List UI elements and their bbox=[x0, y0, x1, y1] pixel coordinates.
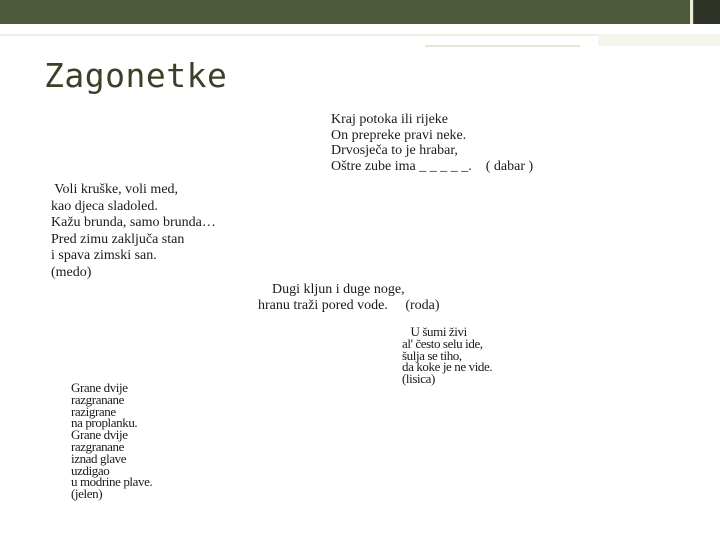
riddle-line: uzdigao bbox=[71, 462, 110, 478]
accent-line-short bbox=[425, 45, 580, 47]
riddle-line: Grane dvije bbox=[71, 380, 128, 395]
riddle-line: Pred zimu zaključa stan bbox=[51, 231, 185, 247]
riddle-line: Kraj potoka ili rijeke bbox=[331, 112, 449, 127]
slide-title: Zagonetke bbox=[44, 56, 228, 95]
riddle-line: On prepreke pravi neke. bbox=[331, 127, 467, 143]
riddle-line: al' često selu ide, bbox=[402, 335, 483, 351]
riddle-line: razgranane bbox=[71, 438, 125, 454]
riddle-roda bbox=[258, 282, 440, 313]
riddle-line: šulja se tiho, bbox=[402, 347, 462, 363]
riddle-line: Kažu brunda, samo brunda… bbox=[51, 215, 216, 230]
riddle-line: u modrine plave. bbox=[71, 474, 153, 490]
header-bar-divider bbox=[690, 0, 693, 24]
riddle-line: Grane dvije bbox=[71, 427, 128, 443]
riddle-line: iznad glave bbox=[71, 450, 127, 466]
riddle-line: razigrane bbox=[71, 403, 116, 419]
header-bar-corner bbox=[694, 0, 720, 24]
accent-block bbox=[598, 34, 720, 46]
riddle-line: (lisica) bbox=[402, 371, 435, 387]
header-bar bbox=[0, 0, 720, 24]
riddle-line: hranu traži pored vode. (roda) bbox=[258, 297, 440, 313]
riddle-line: da koke je ne vide. bbox=[402, 359, 493, 375]
riddle-lisica bbox=[402, 326, 492, 385]
riddle-line: Drvosječa to je hrabar, bbox=[331, 143, 458, 158]
riddle-line: U šumi živi bbox=[402, 324, 467, 339]
riddle-line: Voli kruške, voli med, bbox=[51, 182, 179, 197]
riddle-line: Oštre zube ima _ _ _ _ _. ( dabar ) bbox=[331, 158, 534, 174]
riddle-line: i spava zimski san. bbox=[51, 248, 157, 263]
riddle-line: na proplanku. bbox=[71, 415, 138, 431]
riddle-line: (medo) bbox=[51, 264, 92, 280]
riddle-line: kao djeca sladoled. bbox=[51, 198, 158, 214]
riddle-line: Dugi kljun i duge noge, bbox=[258, 282, 405, 297]
riddle-medo bbox=[51, 182, 216, 281]
riddle-line: (jelen) bbox=[71, 486, 103, 502]
riddle-jelen bbox=[71, 382, 152, 500]
riddle-line: razgranane bbox=[71, 391, 125, 407]
riddle-dabar bbox=[331, 112, 533, 174]
